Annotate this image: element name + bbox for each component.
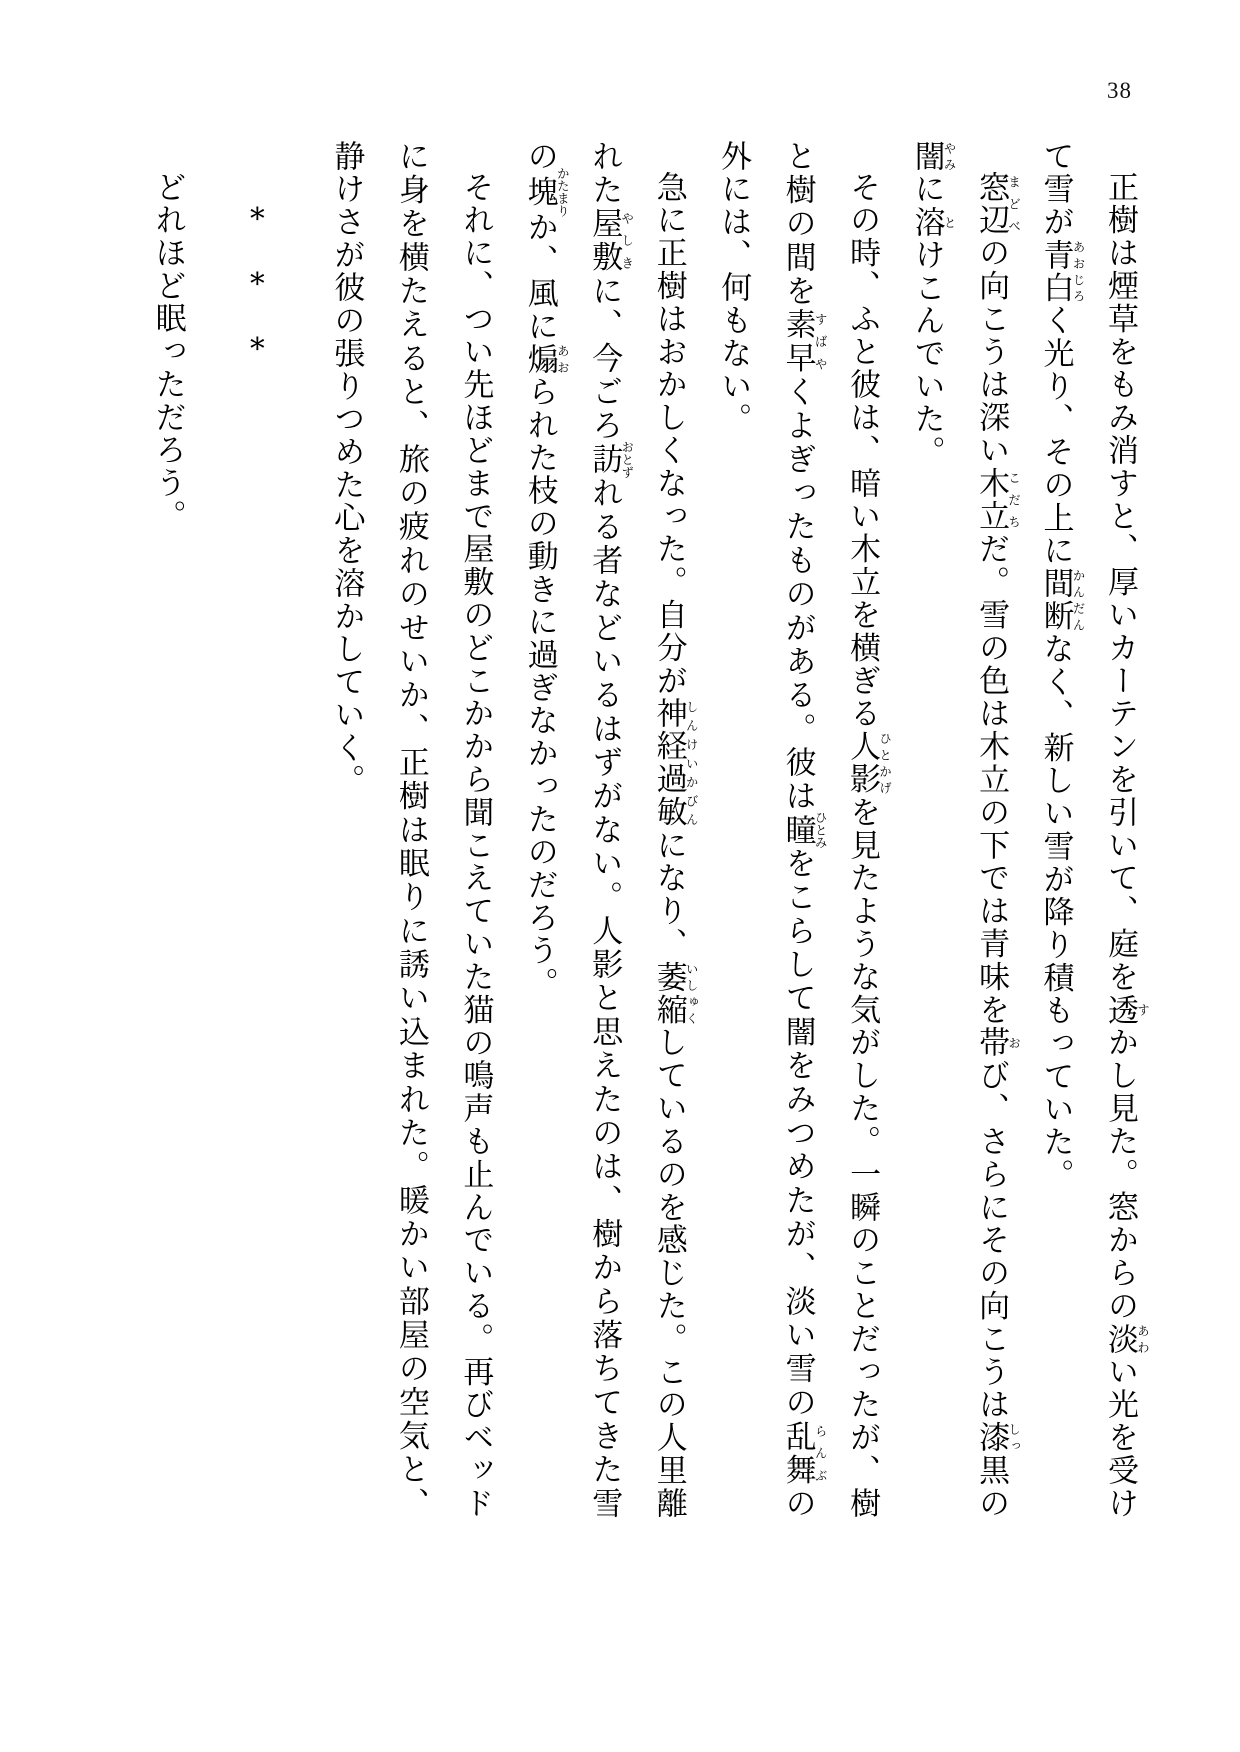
text-run: しているのを感じた。 <box>650 1026 687 1356</box>
text-run: 人影と思えたのは、 <box>586 914 623 1218</box>
ruby-text <box>908 140 958 173</box>
ruby-base: 塊 <box>521 166 558 218</box>
text-run: 樹と樹の間を <box>779 140 881 1520</box>
text-run: び、 <box>973 1059 1010 1126</box>
ruby-text <box>779 1419 829 1488</box>
text-run: になり、 <box>650 829 687 961</box>
ruby-annotation: やしき <box>619 207 635 274</box>
text-run: その時、 <box>844 171 881 303</box>
text-run: く光り、 <box>1037 304 1074 436</box>
text-run: 彼は <box>779 746 816 814</box>
ruby-text <box>779 308 829 376</box>
text-run: に <box>908 172 945 206</box>
ruby-text <box>844 730 893 797</box>
ruby-annotation: お <box>1006 1026 1022 1060</box>
text-run: られた枝の動きに過ぎなかったのだろう。 <box>521 375 558 1001</box>
text-run: 自分が <box>650 598 687 698</box>
ruby-base: 淡 <box>1102 1322 1138 1356</box>
ruby-annotation: ひとかげ <box>877 730 893 797</box>
text-run: だ。 <box>973 532 1010 599</box>
ruby-base: 窓辺 <box>973 171 1010 237</box>
ruby-annotation: す <box>1135 993 1151 1027</box>
body-paragraph <box>701 140 894 1520</box>
ruby-text <box>908 205 958 239</box>
text-run: い光を受けて雪が <box>1037 140 1138 1520</box>
ruby-base: 人影 <box>844 730 881 797</box>
ruby-annotation: おとず <box>619 440 635 479</box>
text-run: けこんでいた。 <box>908 238 945 469</box>
text-run: 黒の <box>973 1454 1010 1520</box>
text-run: それに、 <box>457 171 494 303</box>
ruby-text <box>586 207 635 275</box>
text-run: 暖かい部屋の空気と、 <box>392 1184 429 1520</box>
ruby-text <box>521 166 571 218</box>
scene-separator <box>200 140 314 1520</box>
ruby-base: 訪 <box>586 440 623 479</box>
text-run: かし見た。 <box>1102 1026 1138 1191</box>
text-run: 新しい雪が降り積もっていた。 <box>1037 731 1074 1192</box>
ruby-base: 透 <box>1102 993 1138 1027</box>
ruby-base: 神経過敏 <box>650 697 687 830</box>
text-run: に、 <box>586 274 623 343</box>
ruby-annotation: あお <box>555 342 571 376</box>
ruby-base: 瞳 <box>779 811 816 849</box>
text-run: どれほど眠っただろう。 <box>149 171 186 533</box>
ruby-base: 乱舞 <box>779 1419 816 1488</box>
ruby-text <box>973 1421 1022 1455</box>
page-body-vertical-text <box>110 140 1152 1520</box>
ruby-base: 漆 <box>973 1421 1010 1455</box>
text-run: 何もない。 <box>715 271 752 436</box>
separator-asterisk: * <box>240 202 275 236</box>
text-run: なく、 <box>1037 632 1074 732</box>
ruby-base: 煽 <box>521 342 558 376</box>
text-run: の向こうは深い <box>973 236 1010 468</box>
body-paragraph <box>894 140 1023 1520</box>
ruby-annotation: あわ <box>1135 1322 1151 1356</box>
ruby-text <box>650 697 700 830</box>
ruby-annotation: しんけいかびん <box>684 697 700 829</box>
ruby-annotation: かたまり <box>555 166 571 218</box>
page-number: 38 <box>1107 78 1132 103</box>
text-run: 雪の色は木立の下では青味を <box>973 598 1010 1027</box>
ruby-base: 素早 <box>779 308 816 376</box>
ruby-annotation: まどべ <box>1006 171 1022 237</box>
text-run: 再びベッドに身を横たえると、 <box>392 140 494 1520</box>
text-run: 厚いカーテンを引いて、 <box>1102 565 1138 928</box>
ruby-annotation: と <box>942 205 958 239</box>
ruby-base: 溶 <box>908 205 945 239</box>
ruby-base: 青白 <box>1037 238 1074 305</box>
text-run: 風に <box>521 277 558 343</box>
ruby-base: 屋敷 <box>586 207 623 275</box>
text-run: を見たような気がした。 <box>844 796 881 1159</box>
ruby-annotation: あおじろ <box>1071 238 1087 305</box>
text-run: 今ごろ <box>586 342 623 444</box>
ruby-text <box>973 171 1022 237</box>
separator-asterisk: * <box>240 332 275 366</box>
text-run: 一瞬のことだったが、 <box>844 1158 881 1488</box>
ruby-annotation: ひとみ <box>813 811 829 849</box>
text-run: 窓からの <box>1102 1190 1138 1323</box>
body-paragraph <box>314 140 507 1520</box>
ruby-annotation: こだち <box>1006 467 1022 533</box>
ruby-text <box>1102 993 1151 1027</box>
ruby-annotation: らんぶ <box>813 1419 829 1487</box>
ruby-text <box>650 960 700 1027</box>
text-run: 淡い雪の <box>779 1285 816 1420</box>
separator-asterisk: * <box>240 267 275 301</box>
ruby-text <box>779 811 829 849</box>
ruby-text <box>1037 567 1087 633</box>
ruby-base: 木立 <box>973 467 1010 533</box>
text-run: ふと彼は、 <box>844 302 881 468</box>
ruby-annotation: やみ <box>942 140 958 173</box>
body-paragraph <box>507 140 700 1520</box>
ruby-text <box>1037 238 1087 305</box>
text-run: その上に <box>1037 435 1074 568</box>
ruby-text <box>973 1026 1022 1060</box>
text-run: くよぎったものがある。 <box>779 375 816 747</box>
ruby-annotation: しっ <box>1006 1421 1022 1455</box>
text-run: か、 <box>521 211 558 278</box>
text-run: の外には、 <box>715 140 816 1520</box>
text-run: 樹から落ちてきた雪の <box>521 140 623 1520</box>
text-run: 正樹は眠りに誘い込まれた。 <box>392 746 429 1185</box>
ruby-base: 闇 <box>908 140 945 173</box>
ruby-text <box>586 440 635 479</box>
ruby-base: 間断 <box>1037 567 1074 633</box>
ruby-text <box>973 467 1022 533</box>
ruby-base: 萎縮 <box>650 960 687 1027</box>
ruby-text <box>1102 1322 1151 1356</box>
ruby-annotation: すばや <box>813 308 829 375</box>
body-paragraph <box>135 140 199 1520</box>
text-run: 静けさが彼の張りつめた心を溶かしていく。 <box>328 140 365 798</box>
ruby-annotation: いしゅく <box>684 960 700 1027</box>
text-run: 正樹は煙草をもみ消すと、 <box>1102 171 1138 566</box>
text-run: をこらして闇をみつめたが、 <box>779 846 816 1286</box>
text-run: 旅の疲れのせいか、 <box>392 443 429 747</box>
text-run: 急に正樹はおかしくなった。 <box>650 171 687 599</box>
text-run: つい先ほどまで屋敷のどこかから聞こえていた猫の鳴声も止んでいる。 <box>457 302 494 1356</box>
body-paragraph <box>1023 140 1152 1520</box>
text-run: れる者などいるはずがない。 <box>586 475 623 915</box>
ruby-base: 帯 <box>973 1026 1010 1060</box>
text-run: 庭を <box>1102 927 1138 994</box>
text-run: さらにその向こうは <box>973 1125 1010 1422</box>
ruby-annotation: かんだん <box>1071 567 1087 633</box>
text-run: この人里離れた <box>586 140 687 1520</box>
text-run: 暗い木立を横ぎる <box>844 467 881 731</box>
ruby-text <box>521 342 571 376</box>
